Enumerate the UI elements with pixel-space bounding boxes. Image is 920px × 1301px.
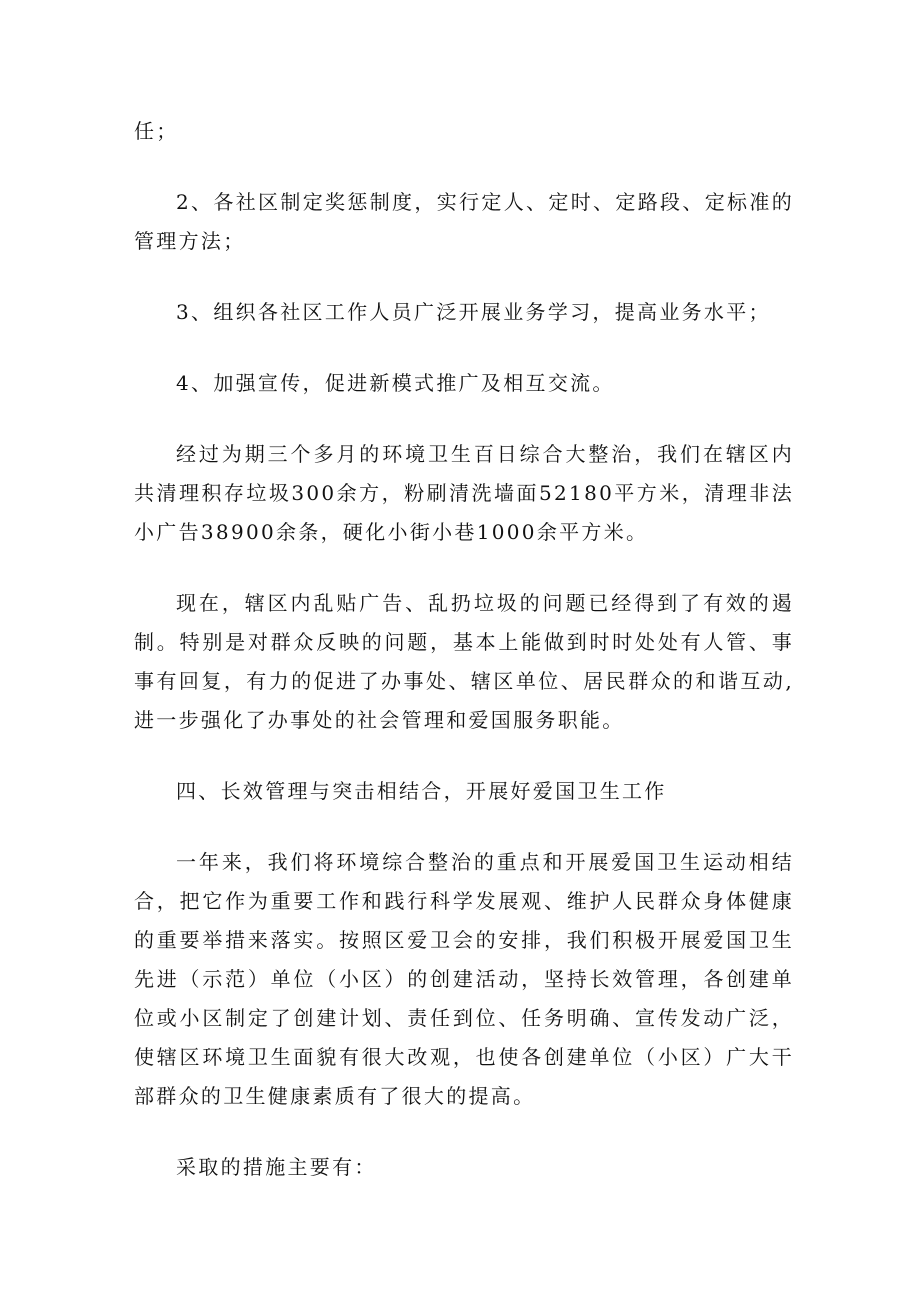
section-heading-four: 四、长效管理与突击相结合，开展好爱国卫生工作 bbox=[176, 779, 667, 803]
paragraph-annual-work: 一年来，我们将环境综合整治的重点和开展爱国卫生运动相结合，把它作为重要工作和践行科学发展观、维护人民群众身体健康的重要举措来落实。按照区爱卫会的安排，我们积极开展爱国卫生先进（示范）单位（小区）的创建活动，坚持长效管理，各创建单位或小区制定了创建计划、责任到位、任务明确、宣传发动广泛，使辖区环境卫生面貌有很大改观，也使各创建单位（小区）广大干部群众的卫生健康素质有了很大的提高。 bbox=[134, 850, 794, 1108]
paragraph-item-4: 4、加强宣传，促进新模式推广及相互交流。 bbox=[176, 371, 615, 395]
paragraph-measures-intro: 采取的措施主要有： bbox=[176, 1155, 377, 1179]
paragraph-results: 经过为期三个多月的环境卫生百日综合大整治，我们在辖区内共清理积存垃圾300余方，粉刷清洗墙面52180平方米，清理非法小广告38900余条，硬化小街小巷1000余平方米。 bbox=[134, 442, 794, 544]
paragraph-continuation: 任； bbox=[134, 119, 179, 143]
document-body bbox=[134, 112, 794, 1187]
paragraph-current-status: 现在，辖区内乱贴广告、乱扔垃圾的问题已经得到了有效的遏制。特别是对群众反映的问题，基本上能做到时时处处有人管、事事有回复，有力的促进了办事处、辖区单位、居民群众的和谐互动,进一步强化了办事处的社会管理和爱国服务职能。 bbox=[134, 591, 794, 732]
paragraph-item-2: 2、各社区制定奖惩制度，实行定人、定时、定路段、定标准的管理方法； bbox=[134, 190, 794, 253]
paragraph-item-3: 3、组织各社区工作人员广泛开展业务学习，提高业务水平； bbox=[176, 300, 771, 324]
